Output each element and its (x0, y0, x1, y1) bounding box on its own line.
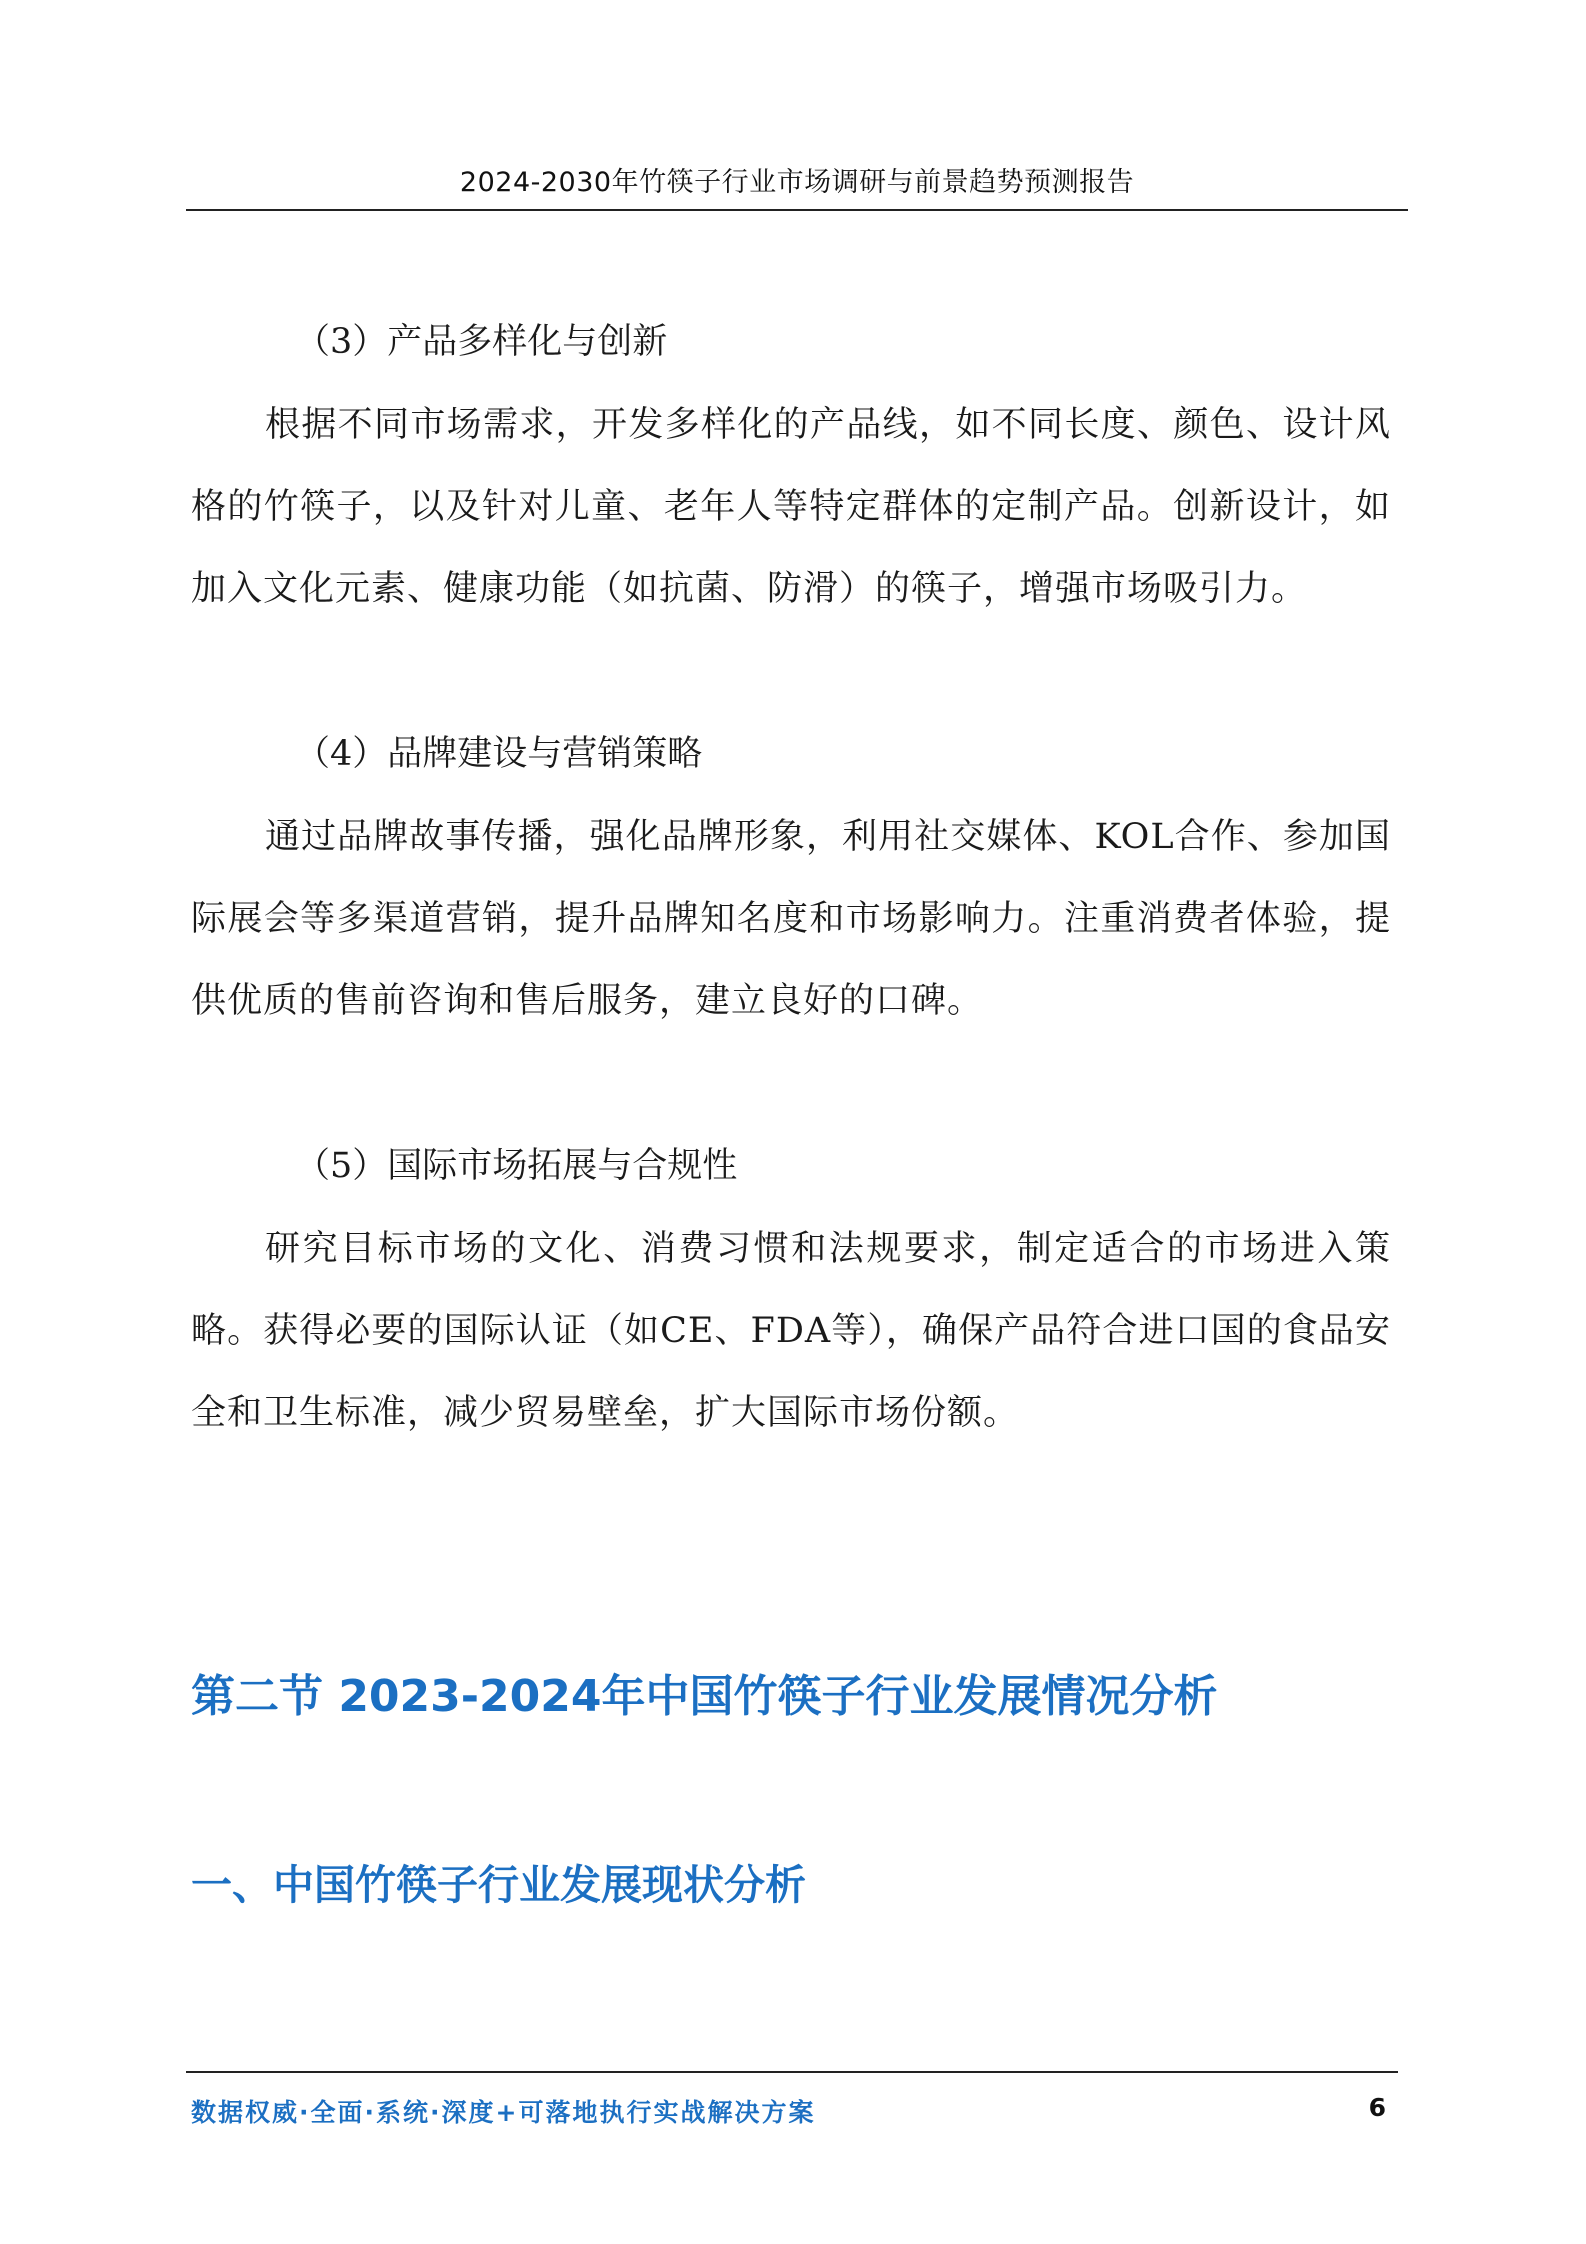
paragraph-3: 根据不同市场需求，开发多样化的产品线，如不同长度、颜色、设计风格的竹筷子，以及针对儿童、老年人等特定群体的定制产品。创新设计，如加入文化元素、健康功能（如抗菌、防滑）的筷子，增强市场吸引力。 (191, 405, 1391, 609)
paragraph-4: 通过品牌故事传播，强化品牌形象，利用社交媒体、KOL合作、参加国际展会等多渠道营销，提升品牌知名度和市场影响力。注重消费者体验，提供优质的售前咨询和售后服务，建立良好的口碑。 (191, 817, 1391, 1021)
section-title: 第二节 2023-2024年中国竹筷子行业发展情况分析 (191, 1671, 1218, 1722)
paragraph-5: 研究目标市场的文化、消费习惯和法规要求，制定适合的市场进入策略。获得必要的国际认证（如CE、FDA等），确保产品符合进口国的食品安全和卫生标准，减少贸易壁垒，扩大国际市场份额。 (191, 1229, 1391, 1433)
footer-slogan: 数据权威·全面·系统·深度+可落地执行实战解决方案 (191, 2098, 816, 2127)
header-divider (186, 209, 1408, 211)
paragraph-spacer (191, 630, 1391, 712)
footer-divider (186, 2071, 1398, 2073)
main-content (191, 300, 1391, 1454)
subsection-heading-4: （4）品牌建设与营销策略 (295, 734, 703, 774)
page-number: 6 (1368, 2093, 1386, 2122)
subsection-heading-3: （3）产品多样化与创新 (295, 322, 668, 362)
subsection-heading-5: （5）国际市场拓展与合规性 (295, 1146, 738, 1186)
subsection-title: 一、中国竹筷子行业发展现状分析 (191, 1861, 806, 1909)
page-header-title: 2024-2030年竹筷子行业市场调研与前景趋势预测报告 (459, 167, 1135, 198)
paragraph-spacer (191, 1042, 1391, 1124)
